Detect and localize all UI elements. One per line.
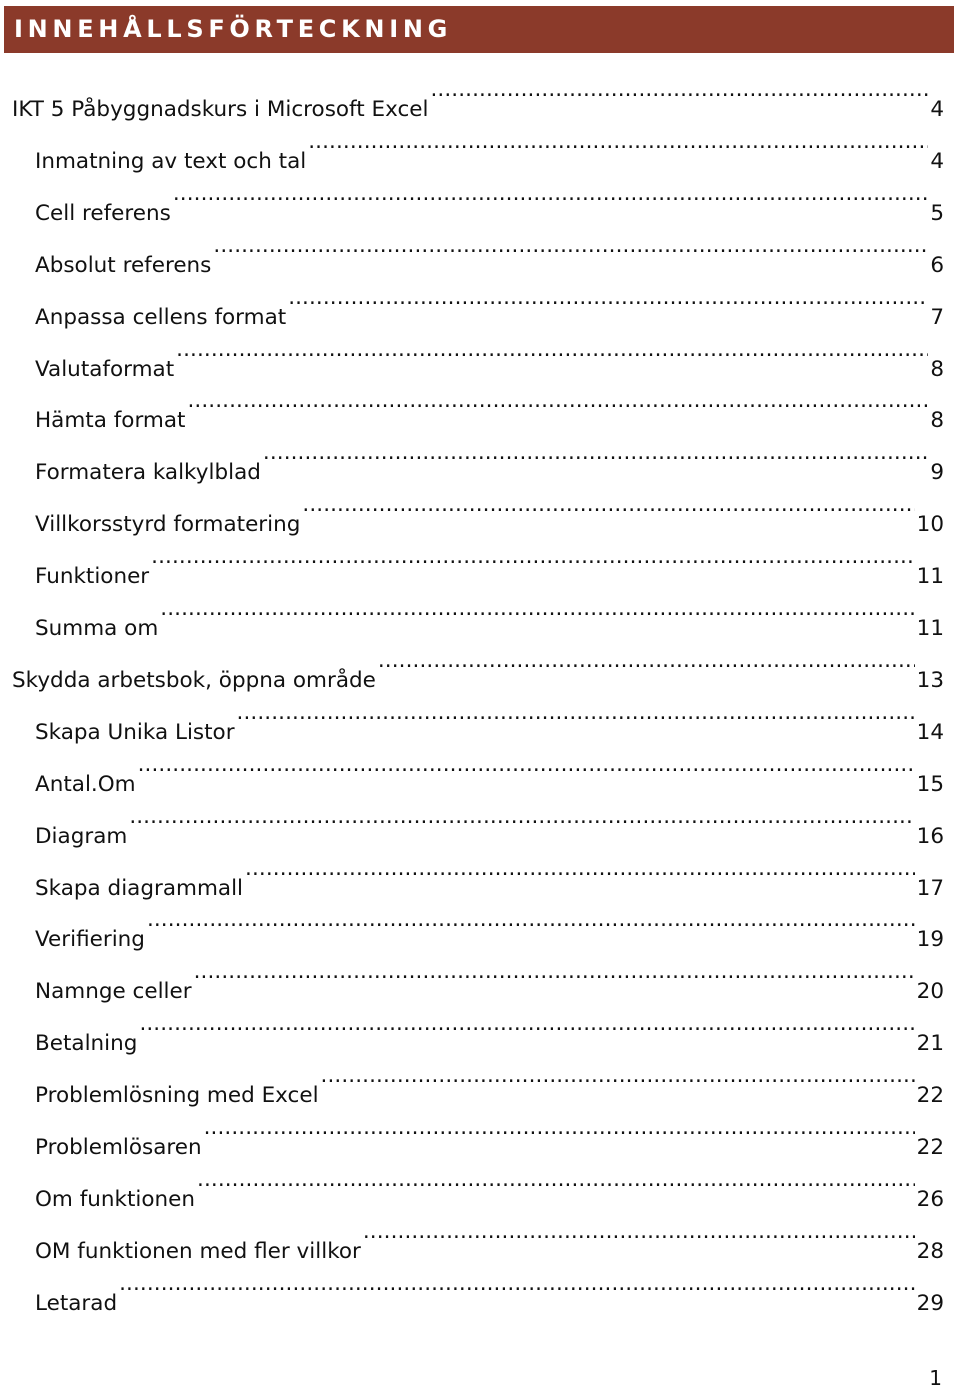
- toc-dot-leader: [321, 1050, 915, 1102]
- toc-entry[interactable]: [35, 1258, 944, 1316]
- toc-dot-leader: [263, 427, 928, 479]
- toc-dot-leader: [160, 583, 914, 635]
- toc-dot-leader: [288, 272, 928, 324]
- toc-heading: INNEHÅLLSFÖRTECKNING: [14, 15, 453, 43]
- toc-dot-leader: [151, 531, 914, 583]
- toc-entry-page: 22: [916, 1135, 944, 1160]
- toc-entry[interactable]: [35, 583, 944, 641]
- toc-dot-leader: [129, 791, 914, 843]
- toc-entry-page: 7: [930, 304, 944, 330]
- toc-entry-title: Funktioner: [35, 564, 150, 590]
- toc-dot-leader: [138, 739, 915, 791]
- toc-entry[interactable]: [35, 427, 944, 486]
- toc-dot-leader: [204, 1102, 915, 1154]
- toc-entry-title: Namnge celler: [35, 979, 192, 1005]
- toc-entry-page: 16: [916, 823, 944, 849]
- toc-entry-title: Villkorsstyrd formatering: [35, 512, 301, 538]
- toc-entry[interactable]: [35, 324, 944, 382]
- toc-entry-page: 5: [930, 200, 944, 226]
- toc-entry-page: 28: [916, 1238, 944, 1264]
- toc-entry[interactable]: [35, 168, 944, 226]
- toc-entry-title: Skapa diagrammall: [35, 875, 244, 901]
- toc-dot-leader: [147, 894, 915, 946]
- toc-dot-leader: [194, 946, 915, 998]
- toc-entry[interactable]: [35, 894, 944, 953]
- toc-entry-title: Antal.Om: [35, 771, 136, 797]
- toc-dot-leader: [173, 168, 928, 220]
- toc-entry-title: Anpassa cellens format: [35, 304, 287, 330]
- toc-entry-page: 22: [916, 1083, 944, 1109]
- toc-entry-page: 15: [916, 771, 944, 797]
- toc-entry[interactable]: [35, 1102, 944, 1160]
- toc-entry-page: 8: [930, 356, 944, 382]
- toc-entry-page: 9: [930, 460, 944, 486]
- toc-entry[interactable]: [35, 843, 944, 901]
- toc-entry[interactable]: [35, 272, 944, 330]
- toc-entry-title: Cell referens: [35, 200, 171, 226]
- toc-entry-page: 6: [930, 252, 944, 278]
- toc-dot-leader: [237, 687, 915, 739]
- toc-entry[interactable]: [35, 220, 944, 278]
- toc-entry-title: Skydda arbetsbok, öppna område: [12, 667, 376, 693]
- toc-entry-page: 20: [916, 979, 944, 1005]
- toc-entry[interactable]: [35, 1206, 944, 1264]
- toc-entry-page: 21: [916, 1031, 944, 1057]
- toc-entry-page: 4: [930, 97, 944, 122]
- toc-entry-title: Problemlösning med Excel: [35, 1083, 319, 1109]
- toc-entry-title: Diagram: [35, 823, 128, 849]
- toc-entry[interactable]: [35, 791, 944, 849]
- toc-dot-leader: [378, 635, 915, 687]
- toc-entry[interactable]: [35, 1154, 944, 1212]
- toc-entry-page: 17: [916, 875, 944, 901]
- toc-entry[interactable]: [35, 116, 944, 174]
- toc-entry[interactable]: [12, 635, 944, 693]
- toc-entry[interactable]: [35, 998, 944, 1057]
- toc-entry-title: Hämta format: [35, 408, 186, 434]
- toc-entry[interactable]: [35, 479, 944, 538]
- toc-entry-page: 29: [916, 1290, 944, 1316]
- toc-entry-title: Formatera kalkylblad: [35, 460, 261, 486]
- toc-entry[interactable]: [35, 687, 944, 745]
- toc-entry-title: Om funktionen: [35, 1186, 196, 1212]
- toc-entry[interactable]: [35, 531, 944, 590]
- toc-entry[interactable]: [12, 64, 944, 122]
- toc-dot-leader: [176, 324, 928, 376]
- toc-entry[interactable]: [35, 1050, 944, 1109]
- toc-entry-page: 10: [916, 512, 944, 538]
- toc-dot-leader: [187, 375, 928, 427]
- toc-entry-title: OM funktionen med fler villkor: [35, 1238, 361, 1264]
- toc-entry-title: Valutaformat: [35, 356, 175, 382]
- toc-dot-leader: [139, 998, 914, 1050]
- toc-entry-page: 26: [916, 1186, 944, 1212]
- toc-entry[interactable]: [35, 739, 944, 797]
- toc-entry-title: Verifiering: [35, 927, 145, 953]
- toc-entry[interactable]: [35, 375, 944, 434]
- toc-entry-title: Problemlösaren: [35, 1135, 202, 1160]
- toc-entry-page: 19: [916, 927, 944, 953]
- toc-dot-leader: [430, 64, 928, 116]
- toc-dot-leader: [245, 843, 915, 895]
- toc-entry-title: Letarad: [35, 1290, 118, 1316]
- toc-entry-title: IKT 5 Påbyggnadskurs i Microsoft Excel: [12, 97, 429, 122]
- toc-entry-page: 8: [930, 408, 944, 434]
- toc-entry-title: Betalning: [35, 1031, 138, 1057]
- toc-entry-page: 4: [930, 148, 944, 174]
- toc-entry-page: 14: [916, 719, 944, 745]
- page-number: 1: [929, 1366, 942, 1390]
- toc-entry-page: 11: [916, 616, 944, 641]
- toc-dot-leader: [363, 1206, 915, 1258]
- toc-dot-leader: [213, 220, 928, 272]
- toc-entry-page: 13: [916, 667, 944, 693]
- toc-dot-leader: [119, 1258, 915, 1310]
- toc-entry-title: Absolut referens: [35, 252, 212, 278]
- toc-header-bar: [4, 6, 954, 53]
- toc-entry-title: Inmatning av text och tal: [35, 148, 307, 174]
- toc-dot-leader: [308, 116, 928, 168]
- toc-entry[interactable]: [35, 946, 944, 1005]
- toc-dot-leader: [197, 1154, 915, 1206]
- toc-entry-title: Summa om: [35, 616, 159, 641]
- toc-entry-page: 11: [916, 564, 944, 590]
- toc-dot-leader: [302, 479, 914, 531]
- toc-entry-title: Skapa Unika Listor: [35, 719, 235, 745]
